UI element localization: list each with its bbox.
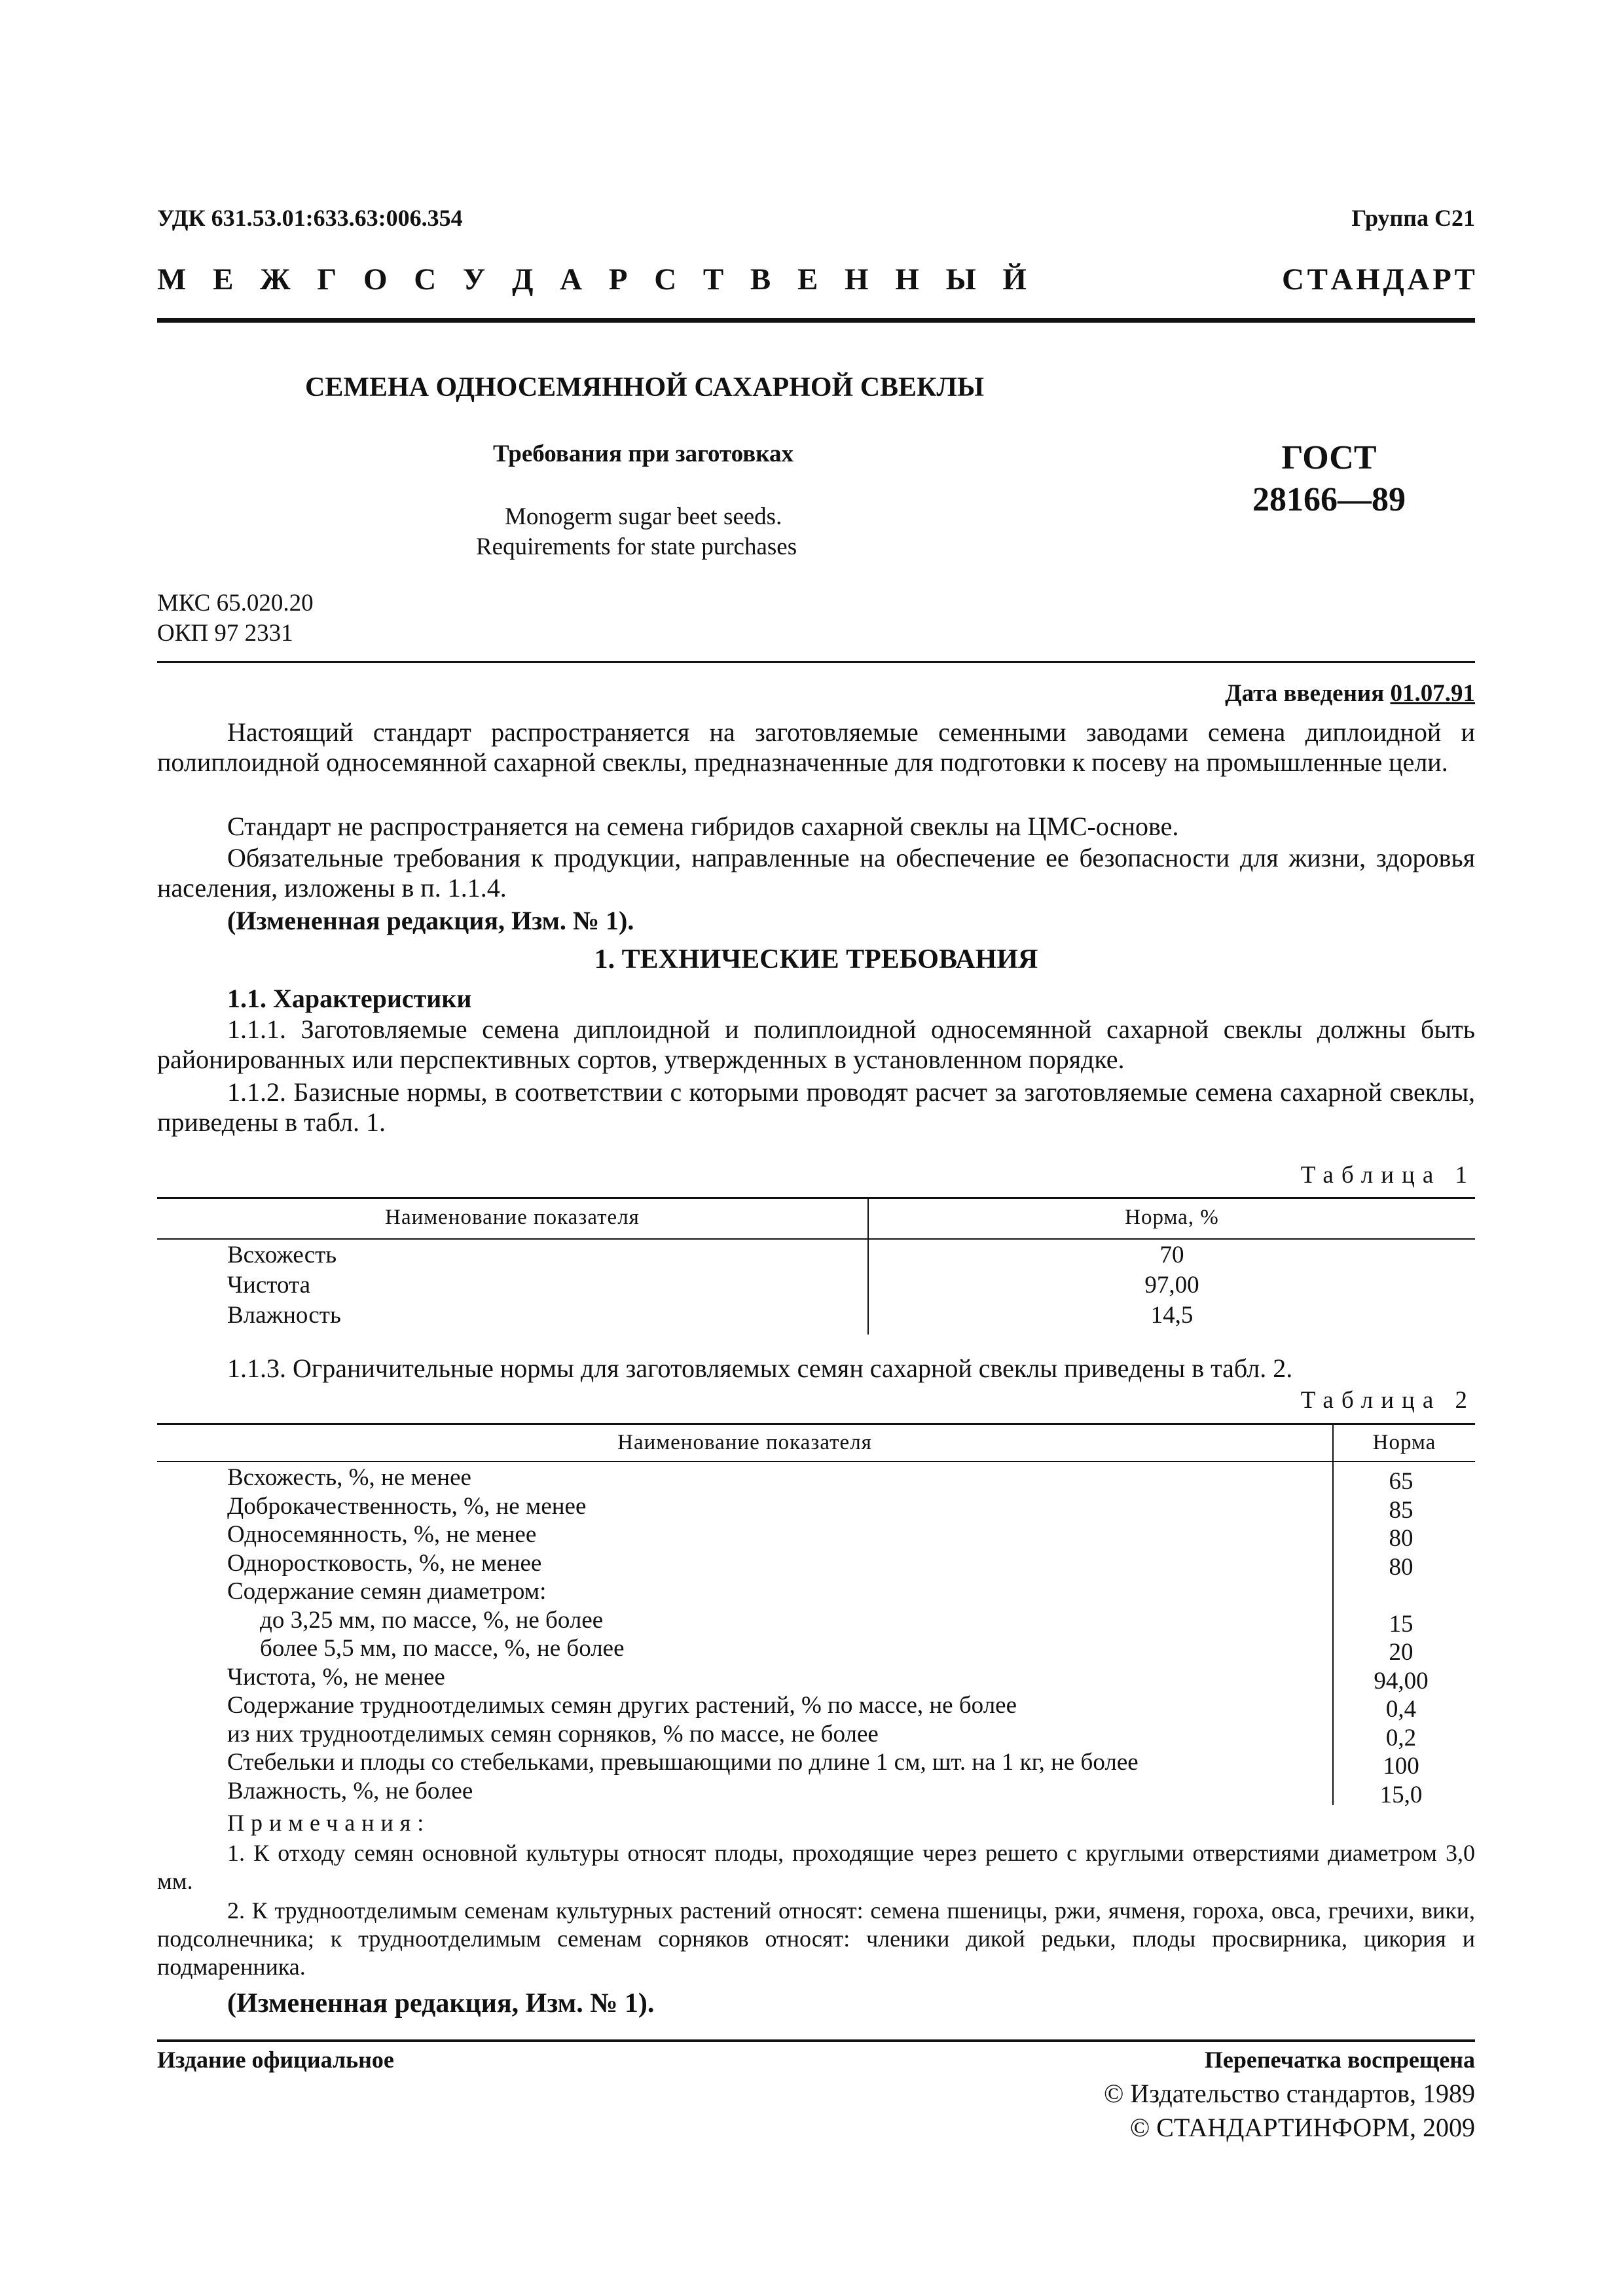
document-subtitle: Требования при заготовках [493,440,793,467]
udk-code: УДК 631.53.01:633.63:006.354 [157,205,463,231]
banner-word1-letter: М [157,262,187,296]
banner-word1-letter: В [750,262,771,296]
gost-designation [1244,437,1414,521]
table2-row-name: Чистота, %, не менее [227,1663,445,1691]
table2-row-value: 15 [1389,1610,1413,1638]
notes-amendment: (Измененная редакция, Изм. № 1). [227,1988,655,2018]
banner-word2-letter: Н [1356,262,1380,296]
paragraph-1-1-1: 1.1.1. Заготовляемые семена диплоидной и полиплоидной односемянной сахарной свеклы должны быть районированных или перспективных сортов, утвержденных в установленном порядке. [157,1014,1475,1074]
table2-row-name: Доброкачественность, %, не менее [227,1492,587,1520]
banner-word-interstate [157,262,1027,297]
banner-word2-letter: С [1282,262,1304,296]
banner-word1-letter: Й [1002,262,1027,296]
table2-row-value: 0,2 [1385,1724,1417,1751]
table2-row-name: из них трудноотделимых семян сорняков, % по массе, не более [227,1720,879,1748]
table2-row-value: 80 [1389,1553,1413,1581]
header-rule [157,318,1475,323]
note-1: 1. К отходу семян основной культуры относят плоды, проходящие через решето с круглыми отверстиями диаметром 3,0 мм. [157,1840,1475,1894]
table1-top-rule [157,1197,1475,1199]
banner-word1-letter: Т [702,262,724,296]
banner-word1-letter: Р [608,262,628,296]
table1-row-value: 97,00 [1144,1272,1199,1299]
table1-header-name: Наименование показателя [385,1206,640,1229]
table2-row-name: Стебельки и плоды со стебельками, превышающими по длине 1 см, шт. на 1 кг, не более [227,1749,1139,1776]
banner-word2-letter: Т [1307,262,1328,296]
table1-row-name: Влажность [227,1302,341,1329]
table2-row-name: Всхожесть, %, не менее [227,1464,471,1491]
paragraph-1-1-3: 1.1.3. Ограничительные нормы для заготовляемых семян сахарной свеклы приведены в табл. 2. [227,1354,1293,1383]
table2-row-name: до 3,25 мм, по массе, %, не более [260,1606,604,1634]
table2-header-norm: Норма [1372,1431,1436,1454]
table1-caption: Таблица 1 [1300,1162,1475,1189]
table2-row-value: 94,00 [1374,1667,1429,1695]
table2-row-name: Влажность, %, не более [227,1777,473,1804]
subsection-title: 1.1. Характеристики [227,984,472,1013]
date-label: Дата введения [1225,680,1385,707]
official-edition: Издание официальное [157,2047,394,2073]
table2-row-name: Одноростковость, %, не менее [227,1549,542,1577]
table2-row-value: 65 [1389,1468,1413,1495]
banner-word2-letter: Т [1454,262,1475,296]
table2-header-rule [157,1461,1475,1462]
intro-amendment: (Измененная редакция, Изм. № 1). [227,906,634,935]
table2-row-name: Содержание трудноотделимых семян других растений, % по массе, не более [227,1692,1017,1719]
banner-word2-letter: Д [1383,262,1404,296]
table2-top-rule [157,1423,1475,1425]
banner-word2-letter: А [1330,262,1353,296]
banner-word1-letter: Е [797,262,818,296]
okp-code: ОКП 97 2331 [157,620,293,647]
table1-header-norm: Норма, % [1125,1206,1219,1229]
banner-word1-letter: С [414,262,437,296]
banner-word-standard [1282,262,1475,297]
banner-word1-letter: Д [512,262,534,296]
banner-word1-letter: С [654,262,677,296]
banner-word1-letter: У [462,262,486,296]
banner-word1-letter: Ж [260,262,291,296]
table2-header-name: Наименование показателя [617,1431,872,1454]
table2-column-divider [1332,1423,1334,1805]
banner-word1-letter: Ы [945,262,976,296]
banner-word1-letter: Г [317,262,337,296]
banner-word1-letter: Е [213,262,234,296]
table2-row-name: более 5,5 мм, по массе, %, не более [260,1635,625,1662]
table2-row-value: 80 [1389,1525,1413,1552]
codes-rule [157,661,1475,663]
date-value: 01.07.91 [1390,680,1475,707]
banner-word2-letter: Р [1432,262,1451,296]
standard-banner [157,262,1475,297]
table2-row-value: 20 [1389,1639,1413,1666]
gost-number: 28166—89 [1252,481,1406,518]
table2-caption: Таблица 2 [1300,1387,1475,1414]
table2-row-value: 15,0 [1379,1781,1423,1808]
table1-row-value: 70 [1159,1242,1184,1268]
document-title: СЕМЕНА ОДНОСЕМЯННОЙ САХАРНОЙ СВЕКЛЫ [305,372,985,403]
reprint-prohibited: Перепечатка воспрещена [1204,2047,1475,2073]
footer-rule [157,2039,1475,2042]
table2-row-value: 0,4 [1385,1696,1417,1723]
table1-row-name: Чистота [227,1272,311,1299]
banner-word2-letter: А [1407,262,1430,296]
intro-paragraph-3: Обязательные требования к продукции, направленные на обеспечение ее безопасности для жизни, здоровья населения, изложены в п. 1.1.4. [157,843,1475,903]
banner-word1-letter: А [560,262,583,296]
note-2: 2. К трудноотделимым семенам культурных растений относят: семена пшеницы, ржи, ячменя, гороха, овса, гречихи, вики, подсолнечника; к трудноотделимым семенам сорняков относят: членики дикой редьки, плоды просвирника, цикория и подмаренника. [157,1897,1475,1980]
banner-word1-letter: О [363,262,388,296]
english-title-line1: Monogerm sugar beet seeds. [505,503,782,530]
copyright-2009: © СТАНДАРТИНФОРМ, 2009 [1129,2113,1475,2142]
section-title: 1. ТЕХНИЧЕСКИЕ ТРЕБОВАНИЯ [594,944,1038,975]
notes-title: Примечания: [227,1810,431,1836]
banner-word1-letter: Н [895,262,919,296]
mks-code: МКС 65.020.20 [157,590,314,617]
intro-paragraph-2: Стандарт не распространяется на семена гибридов сахарной свеклы на ЦМС-основе. [227,812,1179,841]
group-code: Группа С21 [1351,205,1475,231]
table2-row-value: 85 [1389,1496,1413,1524]
introduction-date [1225,679,1475,708]
paragraph-1-1-2: 1.1.2. Базисные нормы, в соответствии с которыми проводят расчет за заготовляемые семена сахарной свеклы, приведены в табл. 1. [157,1077,1475,1137]
gost-label: ГОСТ [1281,439,1377,476]
intro-paragraph-1: Настоящий стандарт распространяется на заготовляемые семенными заводами семена диплоидной и полиплоидной односемянной сахарной свеклы, предназначенные для подготовки к посеву на промышленные цели. [157,717,1475,777]
table1-row-name: Всхожесть [227,1242,337,1268]
table1-row-value: 14,5 [1150,1302,1194,1329]
table2-row-name: Содержание семян диаметром: [227,1578,547,1605]
english-title-line2: Requirements for state purchases [476,533,797,560]
table2-row-value: 100 [1383,1753,1419,1780]
table1-header-rule [157,1238,1475,1240]
copyright-1989: © Издательство стандартов, 1989 [1103,2079,1475,2108]
banner-word1-letter: Н [845,262,869,296]
table2-row-name: Односемянность, %, не менее [227,1521,537,1548]
